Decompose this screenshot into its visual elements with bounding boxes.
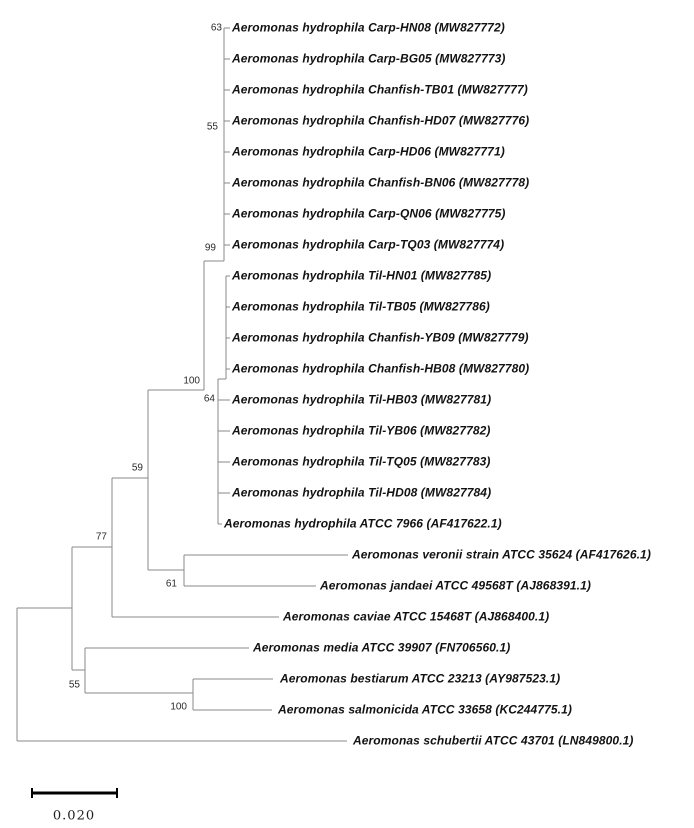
taxon-label: Aeromonas hydrophila Chanfish-TB01 (MW827777) [232, 82, 528, 97]
bootstrap-value: 100 [170, 701, 187, 713]
bootstrap-value: 61 [165, 578, 177, 590]
bootstrap-value: 100 [183, 375, 200, 387]
bootstrap-value: 55 [206, 121, 218, 133]
bootstrap-value: 64 [203, 393, 215, 405]
taxon-label: Aeromonas hydrophila Carp-BG05 (MW827773) [232, 51, 506, 66]
scale-bar-label: 0.020 [52, 808, 96, 824]
taxon-label: Aeromonas hydrophila Chanfish-HD07 (MW827776) [232, 113, 530, 128]
taxon-label: Aeromonas hydrophila Carp-HN08 (MW827772) [232, 20, 505, 35]
taxon-label: Aeromonas hydrophila Carp-QN06 (MW827775) [232, 206, 506, 221]
taxon-label: Aeromonas caviae ATCC 15468T (AJ868400.1) [283, 609, 550, 624]
taxon-label: Aeromonas hydrophila Til-TQ05 (MW827783) [232, 454, 491, 469]
taxon-label: Aeromonas veronii strain ATCC 35624 (AF417626.1) [352, 547, 651, 562]
bootstrap-value: 77 [95, 531, 107, 543]
taxon-label: Aeromonas hydrophila Chanfish-YB09 (MW827779) [232, 330, 529, 345]
taxon-label: Aeromonas hydrophila Til-YB06 (MW827782) [232, 423, 491, 438]
taxon-label: Aeromonas hydrophila Til-HD08 (MW827784) [232, 485, 492, 500]
taxon-label: Aeromonas hydrophila Carp-HD06 (MW827771) [232, 144, 505, 159]
bootstrap-value: 63 [210, 22, 222, 34]
taxon-label: Aeromonas jandaei ATCC 49568T (AJ868391.1) [320, 578, 591, 593]
taxon-label: Aeromonas salmonicida ATCC 33658 (KC244775.1) [278, 702, 572, 717]
taxon-label: Aeromonas hydrophila Til-HN01 (MW827785) [232, 268, 492, 283]
bootstrap-value: 55 [68, 679, 80, 691]
taxon-label: Aeromonas schubertii ATCC 43701 (LN849800.1) [353, 733, 634, 748]
bootstrap-value: 59 [131, 462, 143, 474]
taxon-label: Aeromonas hydrophila Til-HB03 (MW827781) [232, 392, 492, 407]
taxon-label: Aeromonas bestiarum ATCC 23213 (AY987523.1) [280, 671, 561, 686]
taxon-label: Aeromonas hydrophila Chanfish-HB08 (MW827780) [232, 361, 530, 376]
taxon-label: Aeromonas hydrophila Carp-TQ03 (MW827774) [232, 237, 505, 252]
taxon-label: Aeromonas hydrophila Til-TB05 (MW827786) [232, 299, 490, 314]
bootstrap-value: 99 [204, 242, 216, 254]
taxon-label: Aeromonas hydrophila Chanfish-BN06 (MW827778) [232, 175, 530, 190]
taxon-label: Aeromonas media ATCC 39907 (FN706560.1) [253, 640, 511, 655]
taxon-label: Aeromonas hydrophila ATCC 7966 (AF417622.1) [224, 516, 502, 531]
